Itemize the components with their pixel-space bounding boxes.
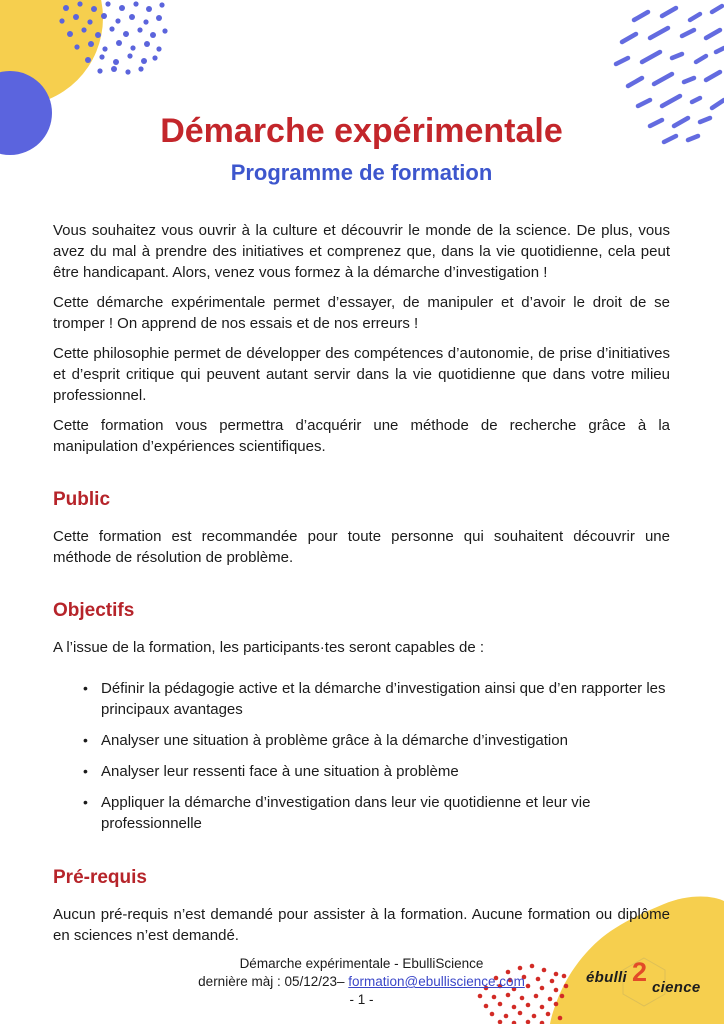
logo-question-mark [628,957,651,987]
bullet-text: Analyser leur ressenti face à une situation à problème [101,763,459,780]
intro-paragraph: Cette démarche expérimentale permet d’essayer, de manipuler et d’avoir le droit de se tromper ! On apprend de nos essais et de nos erreurs ! [53,294,670,332]
page-footer [53,955,670,1024]
objectives-list [53,678,670,844]
section-body-prerequis: Aucun pré-requis n’est demandé pour assister à la formation. Aucune formation ou diplôme en sciences n’est demandé. [53,906,670,944]
section-body-public: Cette formation est recommandée pour toute personne qui souhaitent découvrir une méthode de résolution de problème. [53,528,670,566]
page-number: - 1 - [349,992,374,1007]
footer-update-line [53,973,670,991]
bullet-icon: • [83,680,88,696]
logo-question-mark-glyph: 2 [631,957,647,987]
list-item [81,792,670,834]
logo-text-ebulli: ébulli [586,969,627,986]
section-heading-public: Public [53,489,111,510]
bullet-text: Appliquer la démarche d’investigation dans leur vie quotidienne et leur vie professionnelle [101,794,591,832]
section-intro-objectifs: A l’issue de la formation, les participants·tes seront capables de : [53,639,485,656]
page-subtitle: Programme de formation [230,160,493,185]
bullet-icon: • [83,794,88,810]
intro-paragraph: Cette philosophie permet de développer des compétences d’autonomie, de prise d’initiatives et d’esprit critique qui peuvent autant servir dans la vie quotidienne que dans votre milieu professionnel. [53,345,670,404]
bullet-text: Définir la pédagogie active et la démarche d’investigation ainsi que d’en rapporter les principaux avantages [101,680,666,718]
intro-paragraph: Vous souhaitez vous ouvrir à la culture et découvrir le monde de la science. De plus, vous avez du mal à prendre des initiatives et comprenez que, dans la vie quotidienne, cela peut être handicapant. Alors, venez vous formez à la démarche d’investigation ! [53,222,670,281]
section-heading-prerequis: Pré-requis [53,867,147,888]
list-item [81,761,670,782]
bullet-text: Analyser une situation à problème grâce à la démarche d’investigation [101,732,568,749]
footer-update-prefix: dernière màj : 05/12/23– [198,974,349,989]
intro-paragraph: Cette formation vous permettra d’acquérir une méthode de recherche grâce à la manipulation d’expériences scientifiques. [53,417,670,455]
page-title: Démarche expérimentale [160,112,563,150]
section-heading-objectifs: Objectifs [53,600,135,621]
logo-text-cience: cience [651,979,701,996]
ebulliscience-logo [586,957,701,996]
list-item [81,678,670,720]
footer-title-line: Démarche expérimentale - EbulliScience [239,956,484,971]
list-item [81,730,670,751]
bullet-icon: • [83,732,88,748]
bullet-icon: • [83,763,88,779]
email-link[interactable]: formation@ebulliscience.com [348,974,525,989]
